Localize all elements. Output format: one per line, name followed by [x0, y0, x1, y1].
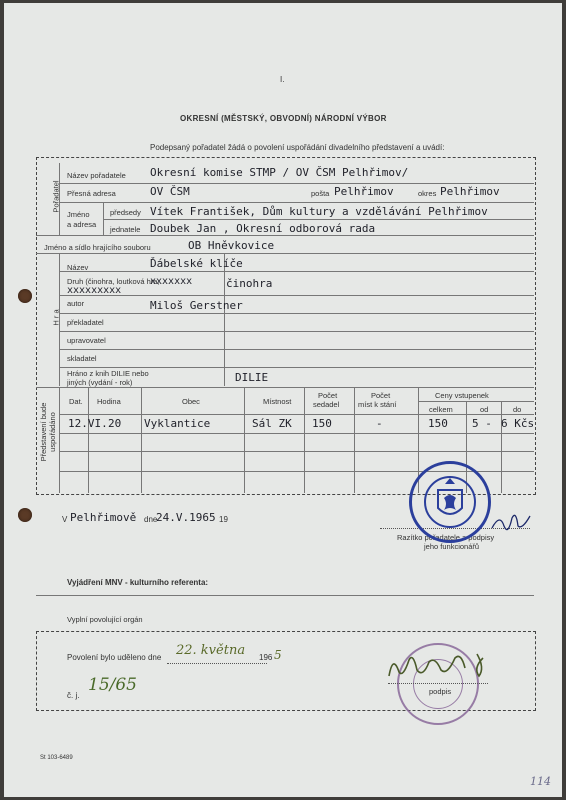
- col-to: do: [513, 405, 522, 414]
- mnv-label: Vyjádření MNV - kulturního referenta:: [67, 578, 209, 587]
- year-suffix: 19: [219, 515, 228, 524]
- stamp-caption-1: Razítko pořadatele a podpisy: [397, 533, 495, 542]
- col-hour: Hodina: [97, 397, 121, 406]
- genre-strikeout-1: xxxxxxx: [150, 276, 193, 287]
- adapter-label: upravovatel: [67, 336, 106, 345]
- col-seats-2: sedadel: [313, 400, 340, 409]
- reference-label: č. j.: [67, 691, 80, 700]
- col-date: Dat.: [69, 397, 83, 406]
- col-village: Obec: [182, 397, 200, 406]
- page-number: 114: [530, 775, 551, 788]
- row-price-total: 150: [428, 417, 448, 430]
- col-standing-2: míst k stání: [358, 400, 397, 409]
- organizer-side-label: Pořadatel: [51, 180, 61, 213]
- schedule-side-label: Představení bude uspořádáno: [39, 402, 57, 462]
- row-room: Sál ZK: [252, 417, 292, 430]
- authority-heading: OKRESNÍ (MĚSTSKÝ, OBVODNÍ) NÁRODNÍ VÝBOR: [180, 114, 387, 123]
- issuing-authority-label: Vyplní povolující orgán: [67, 615, 143, 624]
- source-label-1: Hráno z knih DILIE nebo: [67, 369, 149, 378]
- stamp-caption-2: jeho funkcionářů: [424, 542, 480, 551]
- source-label-2: jiných (vydání - rok): [67, 378, 133, 387]
- author-value: Miloš Gerstner: [150, 299, 243, 312]
- predsedy-label: předsedy: [110, 208, 141, 217]
- col-total: celkem: [429, 405, 453, 414]
- translator-label: překladatel: [67, 318, 104, 327]
- row-hour: 20: [108, 417, 122, 430]
- permit-year-prefix: 196: [259, 653, 273, 662]
- place-value: Pelhřimově: [70, 511, 137, 524]
- authority-signature: [385, 648, 495, 684]
- permit-label: Povolení bylo uděleno dne: [67, 653, 162, 662]
- date-prefix: dne: [144, 515, 158, 524]
- row-seats: 150: [312, 417, 332, 430]
- col-room: Místnost: [263, 397, 292, 406]
- permit-date: 22. května: [176, 643, 246, 658]
- row-standing: -: [376, 417, 383, 430]
- jednatele-label: jednatele: [110, 225, 141, 234]
- reference-value: 15/65: [88, 675, 137, 695]
- author-label: autor: [67, 299, 85, 308]
- okres-label: okres: [418, 189, 437, 198]
- signature-label: podpis: [429, 687, 452, 696]
- col-from: od: [480, 405, 489, 414]
- genre-strikeout-2: xxxxxxxxx: [67, 285, 122, 296]
- place-prefix: V: [62, 515, 68, 524]
- form-sheet: [4, 3, 562, 797]
- jmeno-label: Jméno: [67, 210, 90, 219]
- col-standing-1: Počet: [371, 391, 391, 400]
- play-title-label: Název: [67, 263, 89, 272]
- ensemble-label: Jméno a sídlo hrajícího souboru: [44, 243, 151, 252]
- posta-value: Pelhřimov: [334, 185, 394, 198]
- form-code: St 103-6489: [40, 755, 73, 761]
- adresa-label: a adresa: [67, 220, 97, 229]
- predsedy-value: Vítek František, Dům kultury a vzdělávání Pelhřimov: [150, 205, 488, 218]
- organizer-name-value: Okresní komise STMP / OV ČSM Pelhřimov/: [150, 166, 409, 179]
- date-value: 24.V.1965: [156, 511, 216, 524]
- play-side-label: H r a: [51, 309, 61, 326]
- source-value: DILIE: [235, 371, 269, 384]
- organizer-signature: [490, 508, 532, 538]
- row-date: 12.VI.: [68, 417, 108, 430]
- col-seats-1: Počet: [318, 391, 338, 400]
- okres-value: Pelhřimov: [440, 185, 500, 198]
- row-price-to: 6 Kčs: [501, 417, 535, 430]
- punch-hole-bottom: [18, 508, 32, 522]
- play-title-value: Ďábelské klíče: [150, 257, 243, 270]
- organizer-stamp: [409, 461, 491, 543]
- jednatele-value: Doubek Jan , Okresní odborová rada: [150, 222, 376, 235]
- request-text: Podepsaný pořadatel žádá o povolení uspořádání divadelního představení a uvádí:: [150, 143, 445, 152]
- address-label: Přesná adresa: [67, 189, 116, 198]
- play-genre-value: činohra: [226, 277, 273, 290]
- punch-hole-top: [18, 289, 32, 303]
- row-price-from: 5 -: [472, 417, 492, 430]
- organizer-name-label: Název pořadatele: [67, 171, 126, 180]
- posta-label: pošta: [311, 189, 330, 198]
- row-village: Vyklantice: [144, 417, 211, 430]
- address-value: OV ČSM: [150, 185, 190, 198]
- section-roman: I.: [280, 75, 285, 84]
- ensemble-value: OB Hněvkovice: [188, 239, 275, 252]
- col-prices: Ceny vstupenek: [435, 391, 489, 400]
- composer-label: skladatel: [67, 354, 97, 363]
- play-genre-label: Druh (činohra, loutková hra,: [67, 277, 160, 286]
- permit-year-digit: 5: [274, 648, 282, 662]
